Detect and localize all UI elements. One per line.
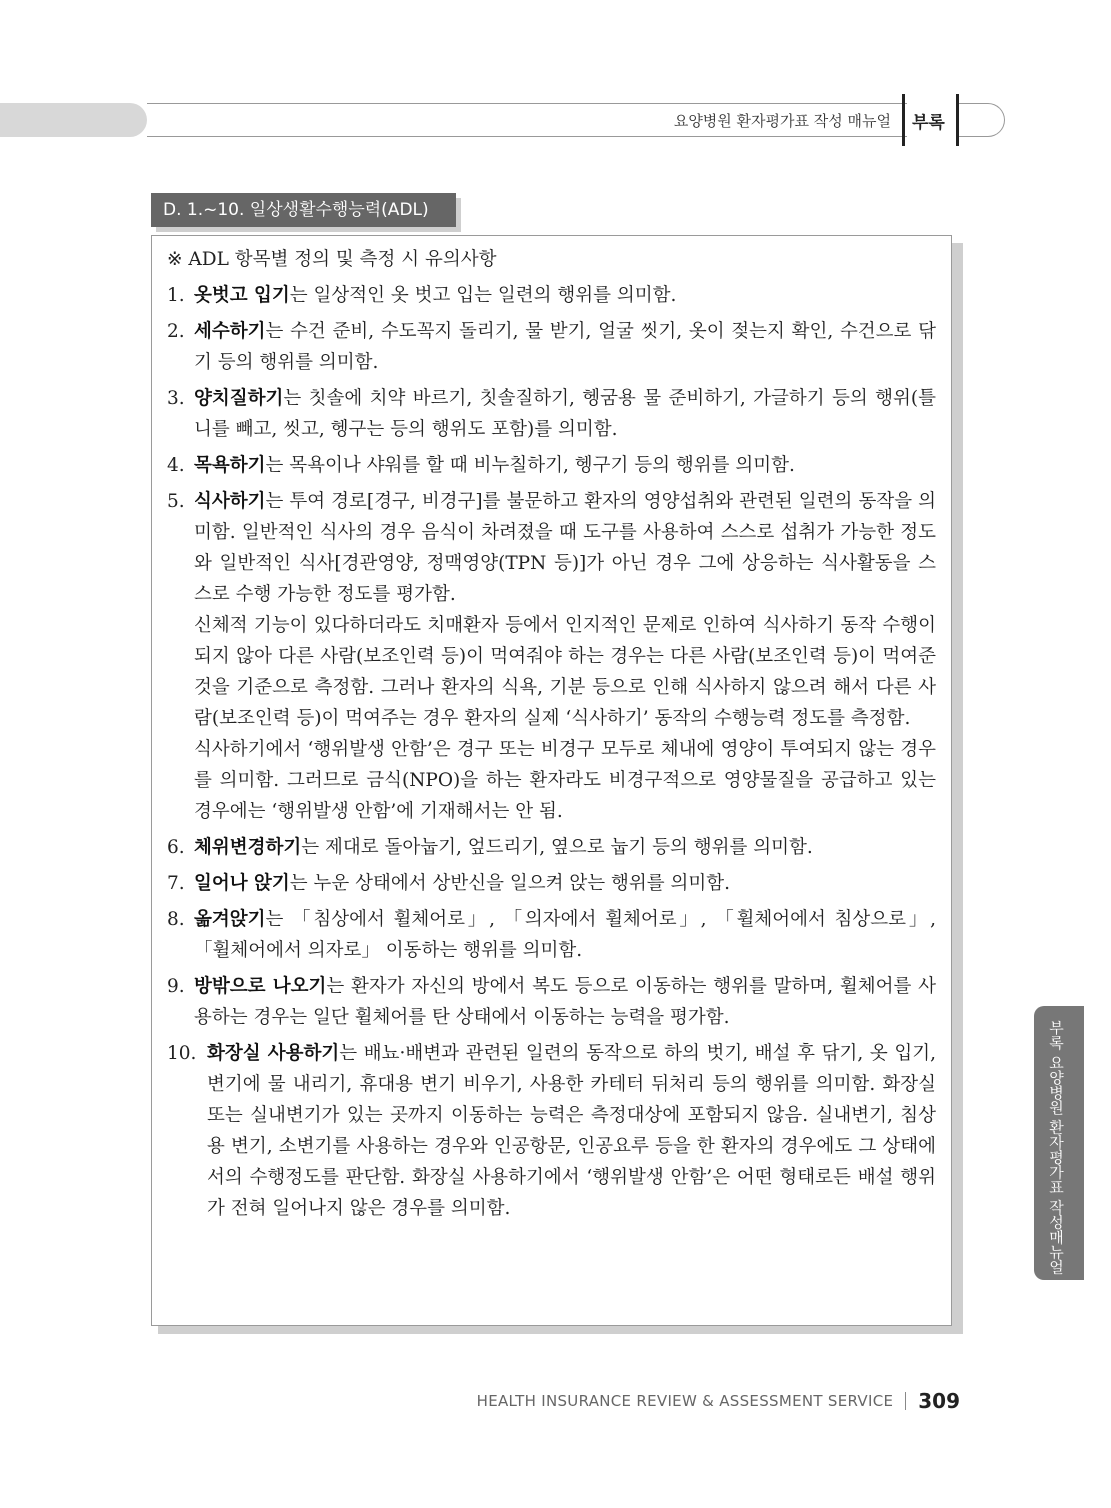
item-text: 는 환자가 자신의 방에서 복도 등으로 이동하는 행위를 말하며, 휠체어를 사용하는 경우는 일단 휠체어를 탄 상태에서 이동하는 능력을 평가함. [194,976,936,1028]
item-term: 옷벗고 입기 [194,285,290,306]
page-number: 309 [918,1389,960,1413]
item-text: 는 칫솔에 치약 바르기, 칫솔질하기, 헹굼용 물 준비하기, 가글하기 등의 행위(틀니를 빼고, 씻고, 헹구는 등의 행위도 포함)를 의미함. [194,388,936,440]
list-item [167,450,936,481]
item-number: 6. [167,837,185,858]
item-text: 는 「침상에서 휠체어로」, 「의자에서 휠체어로」, 「휠체어에서 침상으로」, 「휠체어에서 의자로」 이동하는 행위를 의미함. [194,909,936,961]
item-number: 9. [167,976,185,997]
note: ※ ADL 항목별 정의 및 측정 시 유의사항 [167,249,497,270]
list-item [167,868,936,899]
footer-divider [905,1392,906,1410]
item-term: 식사하기 [194,491,266,512]
list-item [167,832,936,863]
item-text: 는 목욕이나 샤워를 할 때 비누칠하기, 헹구기 등의 행위를 의미함. [265,455,795,476]
list-item [167,1038,936,1224]
list-item [167,486,936,827]
list-item [167,904,936,966]
footer [477,1389,960,1413]
list-item [167,316,936,378]
list-item [167,383,936,445]
item-paragraph: 신체적 기능이 있다하더라도 치매환자 등에서 인지적인 문제로 인하여 식사하기 동작 수행이 되지 않아 다른 사람(보조인력 등)이 먹여줘야 하는 경우는 다른 사람(보조인력 등)이 먹여준 것을 기준으로 측정함. 그러나 환자의 식욕, 기분 등으로 인해 식사하지 않으려 해서 다른 사람(보조인력 등)이 먹여주는 경우 환자의 실제 ‘식사하기’ 동작의 수행능력 정도를 측정함. [194,615,936,729]
item-term: 양치질하기 [194,388,284,409]
section-heading: D. 1.~10. 일상생활수행능력(ADL) [151,193,456,227]
item-number: 5. [167,491,185,512]
item-text: 는 누운 상태에서 상반신을 일으켜 앉는 행위를 의미함. [289,873,731,894]
side-tab-label: 부록 요양병원 환자평가표 작성매뉴얼 [1047,1020,1065,1275]
footer-org: HEALTH INSURANCE REVIEW & ASSESSMENT SERVICE [476,1392,894,1410]
item-number: 7. [167,873,185,894]
item-term: 목욕하기 [194,455,266,476]
item-term: 일어나 앉기 [194,873,290,894]
item-text: 는 배뇨·배변과 관련된 일련의 동작으로 하의 벗기, 배설 후 닦기, 옷 입기, 변기에 물 내리기, 휴대용 변기 비우기, 사용한 카테터 뒤처리 등의 행위를 의미함. 화장실 또는 실내변기가 있는 곳까지 이동하는 능력은 측정대상에 포함되지 않음. 실내변기, 침상용 변기, 소변기를 사용하는 경우와 인공항문, 인공요루 등을 한 환자의 경우에도 그 상태에서의 수행정도를 판단함. 화장실 사용하기에서 ‘행위발생 안함’은 어떤 형태로든 배설 행위가 전혀 일어나지 않은 경우를 의미함. [207,1043,936,1219]
header-section: 부록 [912,113,945,133]
list-item [167,280,936,311]
item-term: 세수하기 [194,321,266,342]
item-paragraph: 식사하기에서 ‘행위발생 안함’은 경구 또는 비경구 모두로 체내에 영양이 투여되지 않는 경우를 의미함. 그러므로 금식(NPO)을 하는 환자라도 비경구적으로 영양물질을 공급하고 있는 경우에는 ‘행위발생 안함’에 기재해서는 안 됨. [194,739,936,822]
item-text: 는 수건 준비, 수도꼭지 돌리기, 물 받기, 얼굴 씻기, 옷이 젖는지 확인, 수건으로 닦기 등의 행위를 의미함. [194,321,936,373]
item-term: 옮겨앉기 [194,909,266,930]
item-text: 는 제대로 돌아눕기, 엎드리기, 옆으로 눕기 등의 행위를 의미함. [301,837,813,858]
item-number: 4. [167,455,185,476]
item-number: 2. [167,321,185,342]
content [167,244,936,1229]
item-text: 는 일상적인 옷 벗고 입는 일련의 행위를 의미함. [289,285,677,306]
item-term: 방밖으로 나오기 [194,976,327,997]
item-term: 화장실 사용하기 [207,1043,340,1064]
header-divider [902,94,905,146]
item-term: 체위변경하기 [194,837,302,858]
item-text: 는 투여 경로[경구, 비경구]를 불문하고 환자의 영양섭취와 관련된 일련의 동작을 의미함. 일반적인 식사의 경우 음식이 차려졌을 때 도구를 사용하여 스스로 섭취가 가능한 정도와 일반적인 식사[경관영양, 정맥영양(TPN 등)]가 아닌 경우 그에 상응하는 식사활동을 스스로 수행 가능한 정도를 평가함. [194,491,936,605]
header-title: 요양병원 환자평가표 작성 매뉴얼 [673,112,891,130]
item-number: 1. [167,285,185,306]
item-number: 10. [167,1043,197,1064]
item-number: 8. [167,909,185,930]
header-pill [0,103,147,137]
header-endcap [959,103,1005,137]
item-number: 3. [167,388,185,409]
list-item [167,971,936,1033]
